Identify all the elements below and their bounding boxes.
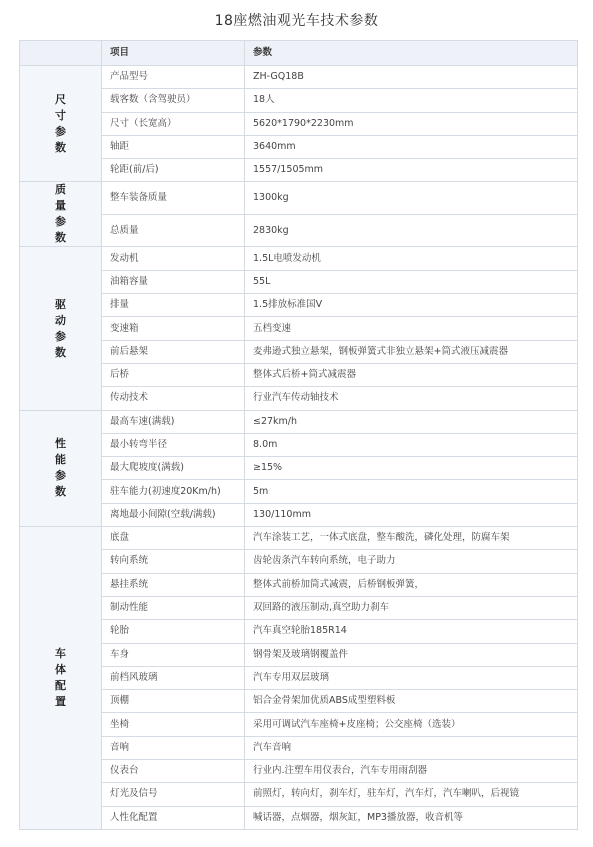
row-value: 汽车真空轮胎185R14 — [245, 620, 578, 643]
group-label-char: 置 — [55, 694, 66, 708]
table-row — [20, 247, 578, 270]
row-value: 1557/1505mm — [245, 159, 578, 182]
table-row — [20, 643, 578, 666]
row-value: 8.0m — [245, 433, 578, 456]
group-label-char: 体 — [55, 662, 66, 676]
table-row — [20, 214, 578, 247]
row-value: 3640mm — [245, 135, 578, 158]
row-value: 喊话器，点烟器，烟灰缸，MP3播放器，收音机等 — [245, 806, 578, 829]
row-value: 1300kg — [245, 182, 578, 215]
table-row — [20, 573, 578, 596]
row-item: 最大爬坡度(满载) — [102, 457, 245, 480]
row-item: 灯光及信号 — [102, 783, 245, 806]
row-item: 轴距 — [102, 135, 245, 158]
table-row — [20, 112, 578, 135]
group-label-char: 参 — [55, 215, 66, 229]
table-row — [20, 666, 578, 689]
group-label-char: 寸 — [55, 108, 66, 122]
row-item: 后桥 — [102, 363, 245, 386]
table-body — [20, 66, 578, 830]
group-label-char: 质 — [55, 183, 66, 197]
row-value: 钢骨架及玻璃钢覆盖件 — [245, 643, 578, 666]
table-row — [20, 596, 578, 619]
row-value: 麦弗逊式独立悬架，钢板弹簧式非独立悬架+筒式液压减震器 — [245, 340, 578, 363]
group-label-char: 数 — [55, 345, 66, 359]
table-row — [20, 527, 578, 550]
table-row — [20, 713, 578, 736]
row-value: 行业汽车传动轴技术 — [245, 387, 578, 410]
row-item: 车身 — [102, 643, 245, 666]
group-label-char: 驱 — [55, 297, 66, 311]
table-row — [20, 620, 578, 643]
group-label-char: 车 — [55, 646, 66, 660]
page-title: 18座燃油观光车技术参数 — [214, 13, 379, 29]
group-label-mass — [20, 182, 102, 247]
group-label-size — [20, 66, 102, 182]
group-label-char: 数 — [55, 231, 66, 245]
row-value: 齿轮齿条汽车转向系统，电子助力 — [245, 550, 578, 573]
table-row — [20, 690, 578, 713]
group-label-char: 参 — [55, 469, 66, 483]
table-row — [20, 480, 578, 503]
table-row — [20, 135, 578, 158]
row-item: 变速箱 — [102, 317, 245, 340]
spec-table — [19, 40, 578, 830]
row-item: 传动技术 — [102, 387, 245, 410]
table-row — [20, 89, 578, 112]
table-row — [20, 736, 578, 759]
row-item: 顶棚 — [102, 690, 245, 713]
row-item: 仪表台 — [102, 760, 245, 783]
table-row — [20, 806, 578, 829]
row-value: ≥15% — [245, 457, 578, 480]
row-item: 前档风玻璃 — [102, 666, 245, 689]
table-row — [20, 387, 578, 410]
row-value: 5m — [245, 480, 578, 503]
group-label-performance — [20, 410, 102, 526]
row-value: 130/110mm — [245, 503, 578, 526]
row-value: 整体式前桥加筒式减震，后桥钢板弹簧， — [245, 573, 578, 596]
row-item: 最小转弯半径 — [102, 433, 245, 456]
row-value: 1.5排放标准国Ⅴ — [245, 294, 578, 317]
table-row — [20, 760, 578, 783]
row-value: 汽车专用双层玻璃 — [245, 666, 578, 689]
row-value: ≤27km/h — [245, 410, 578, 433]
row-value: 整体式后桥+筒式减震器 — [245, 363, 578, 386]
row-item: 悬挂系统 — [102, 573, 245, 596]
row-value: 2830kg — [245, 214, 578, 247]
row-item: 轮距(前/后) — [102, 159, 245, 182]
table-header — [20, 41, 578, 66]
row-item: 坐椅 — [102, 713, 245, 736]
row-item: 离地最小间隙(空载/满载) — [102, 503, 245, 526]
group-label-char: 尺 — [55, 92, 66, 106]
row-value: 采用可调试汽车座椅+皮座椅；公交座椅（选装） — [245, 713, 578, 736]
row-item: 整车装备质量 — [102, 182, 245, 215]
group-label-char: 动 — [55, 313, 66, 327]
row-value: 前照灯，转向灯，刹车灯，驻车灯，汽车灯，汽车喇叭，后视镜 — [245, 783, 578, 806]
row-value: 1.5L电喷发动机 — [245, 247, 578, 270]
group-label-drive — [20, 247, 102, 410]
row-value: 55L — [245, 270, 578, 293]
table-row — [20, 410, 578, 433]
group-label-char: 配 — [55, 678, 66, 692]
group-label-char: 能 — [55, 453, 66, 467]
row-item: 人性化配置 — [102, 806, 245, 829]
table-row — [20, 503, 578, 526]
row-item: 油箱容量 — [102, 270, 245, 293]
table-row — [20, 340, 578, 363]
row-value: 汽车音响 — [245, 736, 578, 759]
table-row — [20, 550, 578, 573]
row-value: 行业内.注塑车用仪表台，汽车专用雨刮器 — [245, 760, 578, 783]
row-item: 载客数（含驾驶员） — [102, 89, 245, 112]
row-item: 底盘 — [102, 527, 245, 550]
table-row — [20, 159, 578, 182]
table-row — [20, 363, 578, 386]
row-item: 总质量 — [102, 214, 245, 247]
row-item: 转向系统 — [102, 550, 245, 573]
table-row — [20, 783, 578, 806]
group-label-char: 数 — [55, 140, 66, 154]
group-label-char: 参 — [55, 329, 66, 343]
row-value: 铝合金骨架加优质ABS成型塑料板 — [245, 690, 578, 713]
row-value: 18人 — [245, 89, 578, 112]
row-value: 汽车涂装工艺，一体式底盘，整车酸洗，磷化处理，防腐车架 — [245, 527, 578, 550]
table-row — [20, 182, 578, 215]
header-item: 项目 — [102, 41, 245, 66]
table-row — [20, 457, 578, 480]
row-item: 尺寸（长宽高） — [102, 112, 245, 135]
table-row — [20, 317, 578, 340]
row-item: 前后悬架 — [102, 340, 245, 363]
table-row — [20, 270, 578, 293]
row-item: 排量 — [102, 294, 245, 317]
group-label-char: 数 — [55, 485, 66, 499]
row-item: 驻车能力(初速度20Km/h) — [102, 480, 245, 503]
table-row — [20, 433, 578, 456]
row-value: 五档变速 — [245, 317, 578, 340]
row-item: 最高车速(满载) — [102, 410, 245, 433]
row-item: 发动机 — [102, 247, 245, 270]
group-label-char: 量 — [55, 199, 66, 213]
row-value: 5620*1790*2230mm — [245, 112, 578, 135]
row-value: ZH-GQ18B — [245, 66, 578, 89]
header-value: 参数 — [245, 41, 578, 66]
group-label-char: 性 — [55, 437, 66, 451]
row-item: 制动性能 — [102, 596, 245, 619]
row-value: 双回路的液压制动,真空助力刹车 — [245, 596, 578, 619]
row-item: 轮胎 — [102, 620, 245, 643]
row-item: 产品型号 — [102, 66, 245, 89]
table-row — [20, 294, 578, 317]
group-label-body — [20, 527, 102, 830]
table-row — [20, 66, 578, 89]
row-item: 音响 — [102, 736, 245, 759]
group-label-char: 参 — [55, 124, 66, 138]
header-group — [20, 41, 102, 66]
